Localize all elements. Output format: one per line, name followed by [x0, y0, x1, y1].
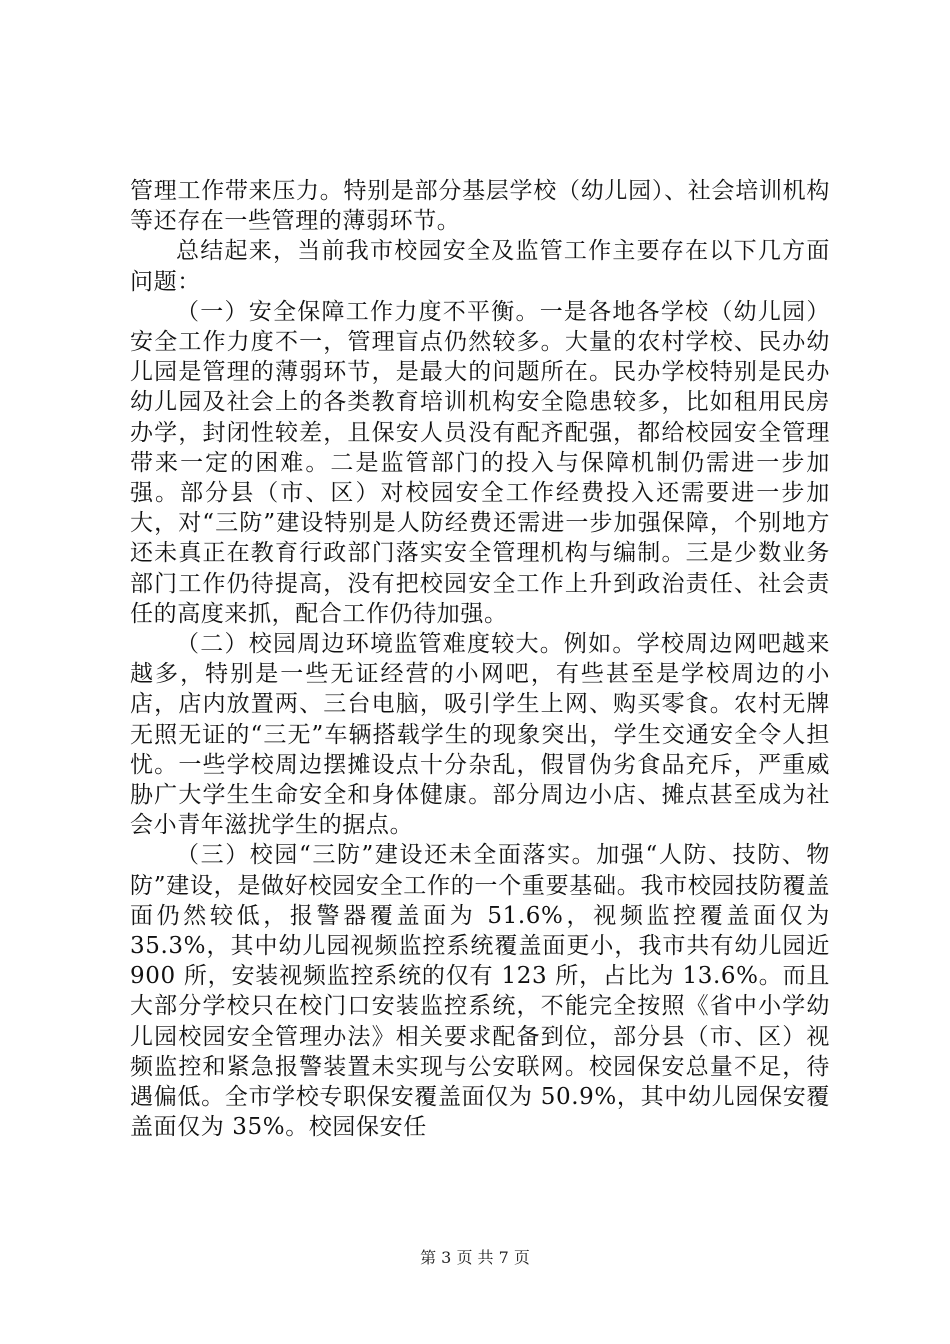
paragraph-summary: 总结起来，当前我市校园安全及监管工作主要存在以下几方面问题： [130, 238, 830, 295]
page-number-footer: 第 3 页 共 7 页 [420, 1248, 530, 1267]
document-body [130, 176, 830, 1143]
paragraph-continuation: 管理工作带来压力。特别是部分基层学校（幼儿园）、社会培训机构等还存在一些管理的薄弱环节。 [130, 178, 830, 235]
paragraph-issue-2: （二）校园周边环境监管难度较大。例如。学校周边网吧越来越多，特别是一些无证经营的小网吧，有些甚至是学校周边的小店，店内放置两、三台电脑，吸引学生上网、购买零食。农村无牌无照无证的“三无”车辆搭载学生的现象突出，学生交通安全令人担忧。一些学校周边摆摊设点十分杂乱，假冒伪劣食品充斥，严重威胁广大学生生命安全和身体健康。部分周边小店、摊点甚至成为社会小青年滋扰学生的据点。 [130, 631, 830, 839]
paragraph-issue-3: （三）校园“三防”建设还未全面落实。加强“人防、技防、物防”建设，是做好校园安全工作的一个重要基础。我市校园技防覆盖面仍然较低，报警器覆盖面为 51.6%，视频监控覆盖面仅为 35.3%，其中幼儿园视频监控系统覆盖面更小，我市共有幼儿园近 900 所，安装视频监控系统的仅有 123 所，占比为 13.6%。而且大部分学校只在校门口安装监控系统，不能完全按照《省中小学幼儿园校园安全管理办法》相关要求配备到位，部分县（市、区）视频监控和紧急报警装置未实现与公安联网。校园保安总量不足，待遇偏低。全市学校专职保安覆盖面仅为 50.9%，其中幼儿园保安覆盖面仅为 35%。校园保安任 [130, 842, 830, 1141]
paragraph-issue-1: （一）安全保障工作力度不平衡。一是各地各学校（幼儿园）安全工作力度不一，管理盲点仍然较多。大量的农村学校、民办幼儿园是管理的薄弱环节，是最大的问题所在。民办学校特别是民办幼儿园及社会上的各类教育培训机构安全隐患较多，比如租用民房办学，封闭性较差，且保安人员没有配齐配强，都给校园安全管理带来一定的困难。二是监管部门的投入与保障机制仍需进一步加强。部分县（市、区）对校园安全工作经费投入还需要进一步加大，对“三防”建设特别是人防经费还需进一步加强保障，个别地方还未真正在教育行政部门落实安全管理机构与编制。三是少数业务部门工作仍待提高，没有把校园安全工作上升到政治责任、社会责任的高度来抓，配合工作仍待加强。 [130, 298, 830, 627]
